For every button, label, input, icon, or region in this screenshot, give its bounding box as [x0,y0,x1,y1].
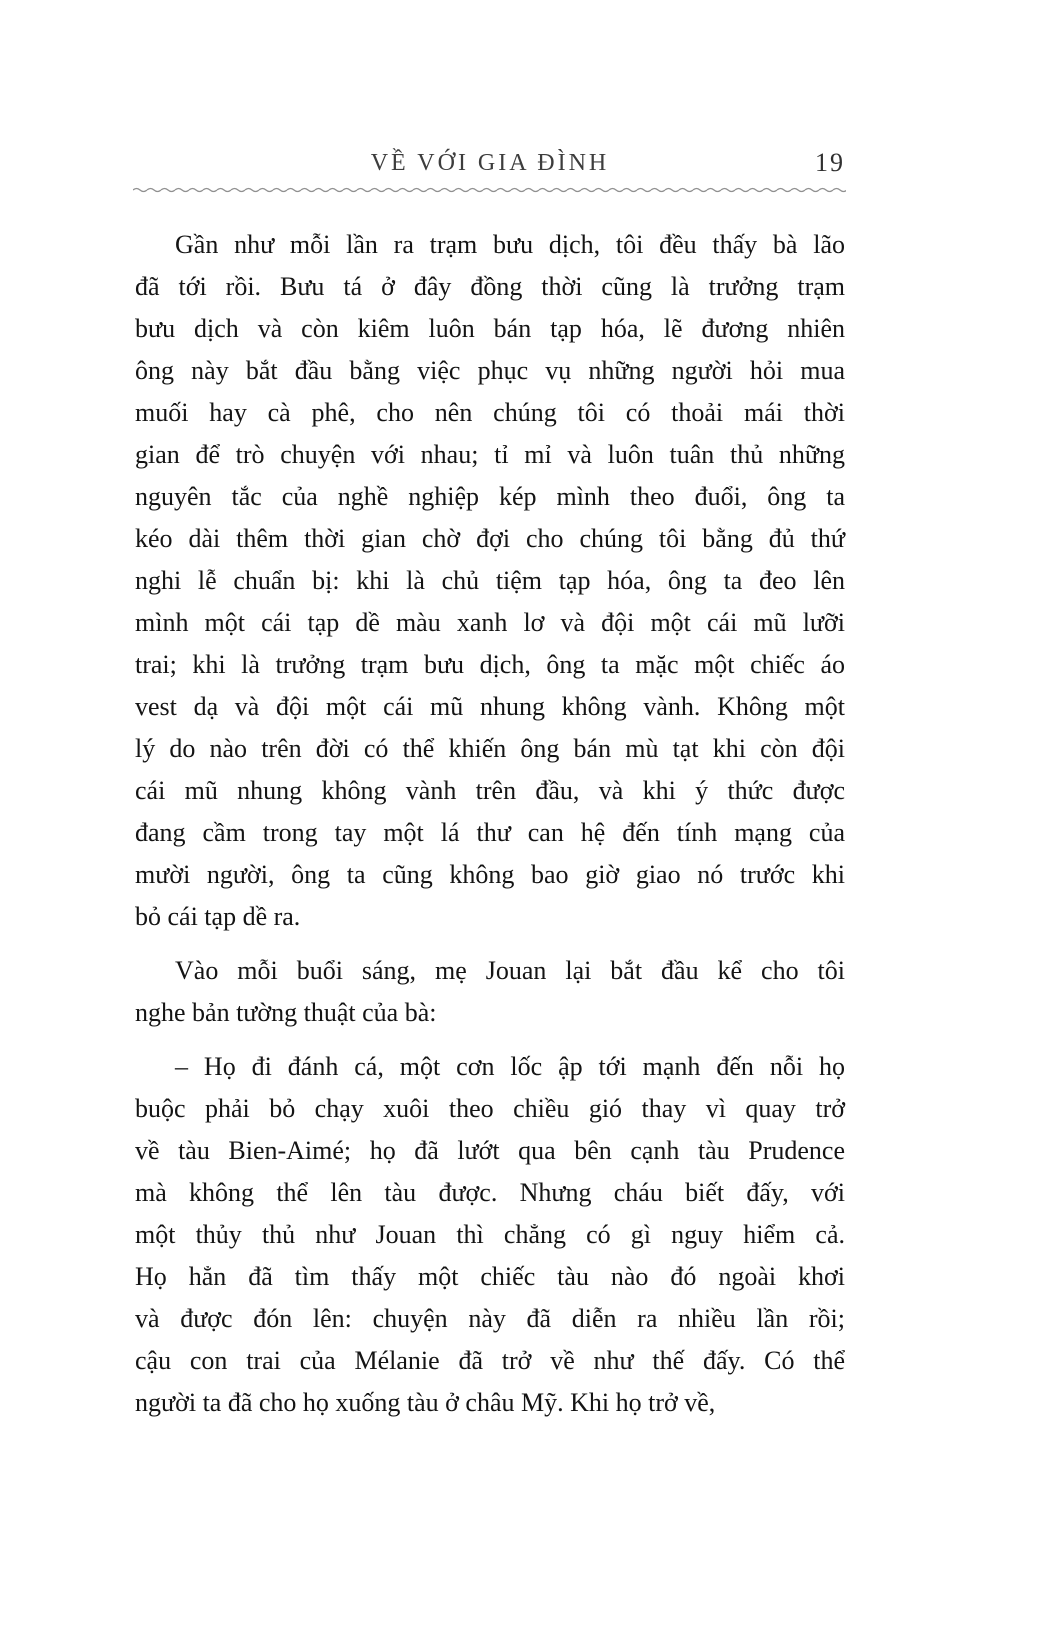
text-line: buộc phải bỏ chạy xuôi theo chiều gió thay vì quay trở [135,1094,845,1123]
text-line: cái mũ nhung không vành trên đầu, và khi ý thức được [135,776,845,805]
text-line: kéo dài thêm thời gian chờ đợi cho chúng tôi bằng đủ thứ [135,524,845,553]
text-line: Họ hẳn đã tìm thấy một chiếc tàu nào đó ngoài khơi [135,1262,845,1291]
text-line: bỏ cái tạp dề ra. [135,902,301,931]
text-line: trai; khi là trưởng trạm bưu dịch, ông ta mặc một chiếc áo [135,650,845,679]
text-line: đang cầm trong tay một lá thư can hệ đến tính mạng của [135,818,845,847]
text-line: bưu dịch và còn kiêm luôn bán tạp hóa, lẽ đương nhiên [135,314,845,343]
text-line: nghe bản tường thuật của bà: [135,998,437,1027]
text-line: gian để trò chuyện với nhau; tỉ mỉ và luôn tuân thủ những [135,440,845,469]
paragraph [135,950,845,1034]
text-line: – Họ đi đánh cá, một cơn lốc ập tới mạnh đến nỗi họ [175,1052,845,1081]
text-line: cậu con trai của Mélanie đã trở về như thế đấy. Có thể [135,1346,845,1375]
text-line: người ta đã cho họ xuống tàu ở châu Mỹ. Khi họ trở về, [135,1388,716,1417]
text-line: đã tới rồi. Bưu tá ở đây đồng thời cũng là trưởng trạm [135,272,845,301]
page-number: 19 [815,148,845,177]
text-line: một thủy thủ như Jouan thì chẳng có gì nguy hiểm cả. [135,1220,845,1249]
chapter-title: VỀ VỚI GIA ĐÌNH [370,150,610,176]
paragraph [135,224,845,938]
paragraph [135,1046,845,1424]
text-line: mình một cái tạp dề màu xanh lơ và đội một cái mũ lưỡi [135,608,845,637]
text-line: nghi lễ chuẩn bị: khi là chủ tiệm tạp hóa, ông ta đeo lên [135,566,845,595]
text-line: mà không thể lên tàu được. Nhưng cháu biết đấy, với [135,1178,845,1207]
text-line: lý do nào trên đời có thể khiến ông bán mù tạt khi còn đội [135,734,845,763]
text-line: muối hay cà phê, cho nên chúng tôi có thoải mái thời [135,398,845,427]
text-line: mười người, ông ta cũng không bao giờ giao nó trước khi [135,860,845,889]
running-header [135,146,845,182]
text-line: nguyên tắc của nghề nghiệp kép mình theo đuổi, ông ta [135,482,845,511]
text-line: về tàu Bien-Aimé; họ đã lướt qua bên cạnh tàu Prudence [135,1136,845,1165]
text-line: Vào mỗi buổi sáng, mẹ Jouan lại bắt đầu kể cho tôi [175,956,845,985]
text-line: Gần như mỗi lần ra trạm bưu dịch, tôi đều thấy bà lão [175,230,845,259]
text-line: vest dạ và đội một cái mũ nhung không vành. Không một [135,692,845,721]
text-line: và được đón lên: chuyện này đã diễn ra nhiều lần rồi; [135,1304,845,1333]
page-body [135,224,845,1424]
text-line: ông này bắt đầu bằng việc phục vụ những người hỏi mua [135,356,845,385]
wavy-divider-line [133,185,846,195]
